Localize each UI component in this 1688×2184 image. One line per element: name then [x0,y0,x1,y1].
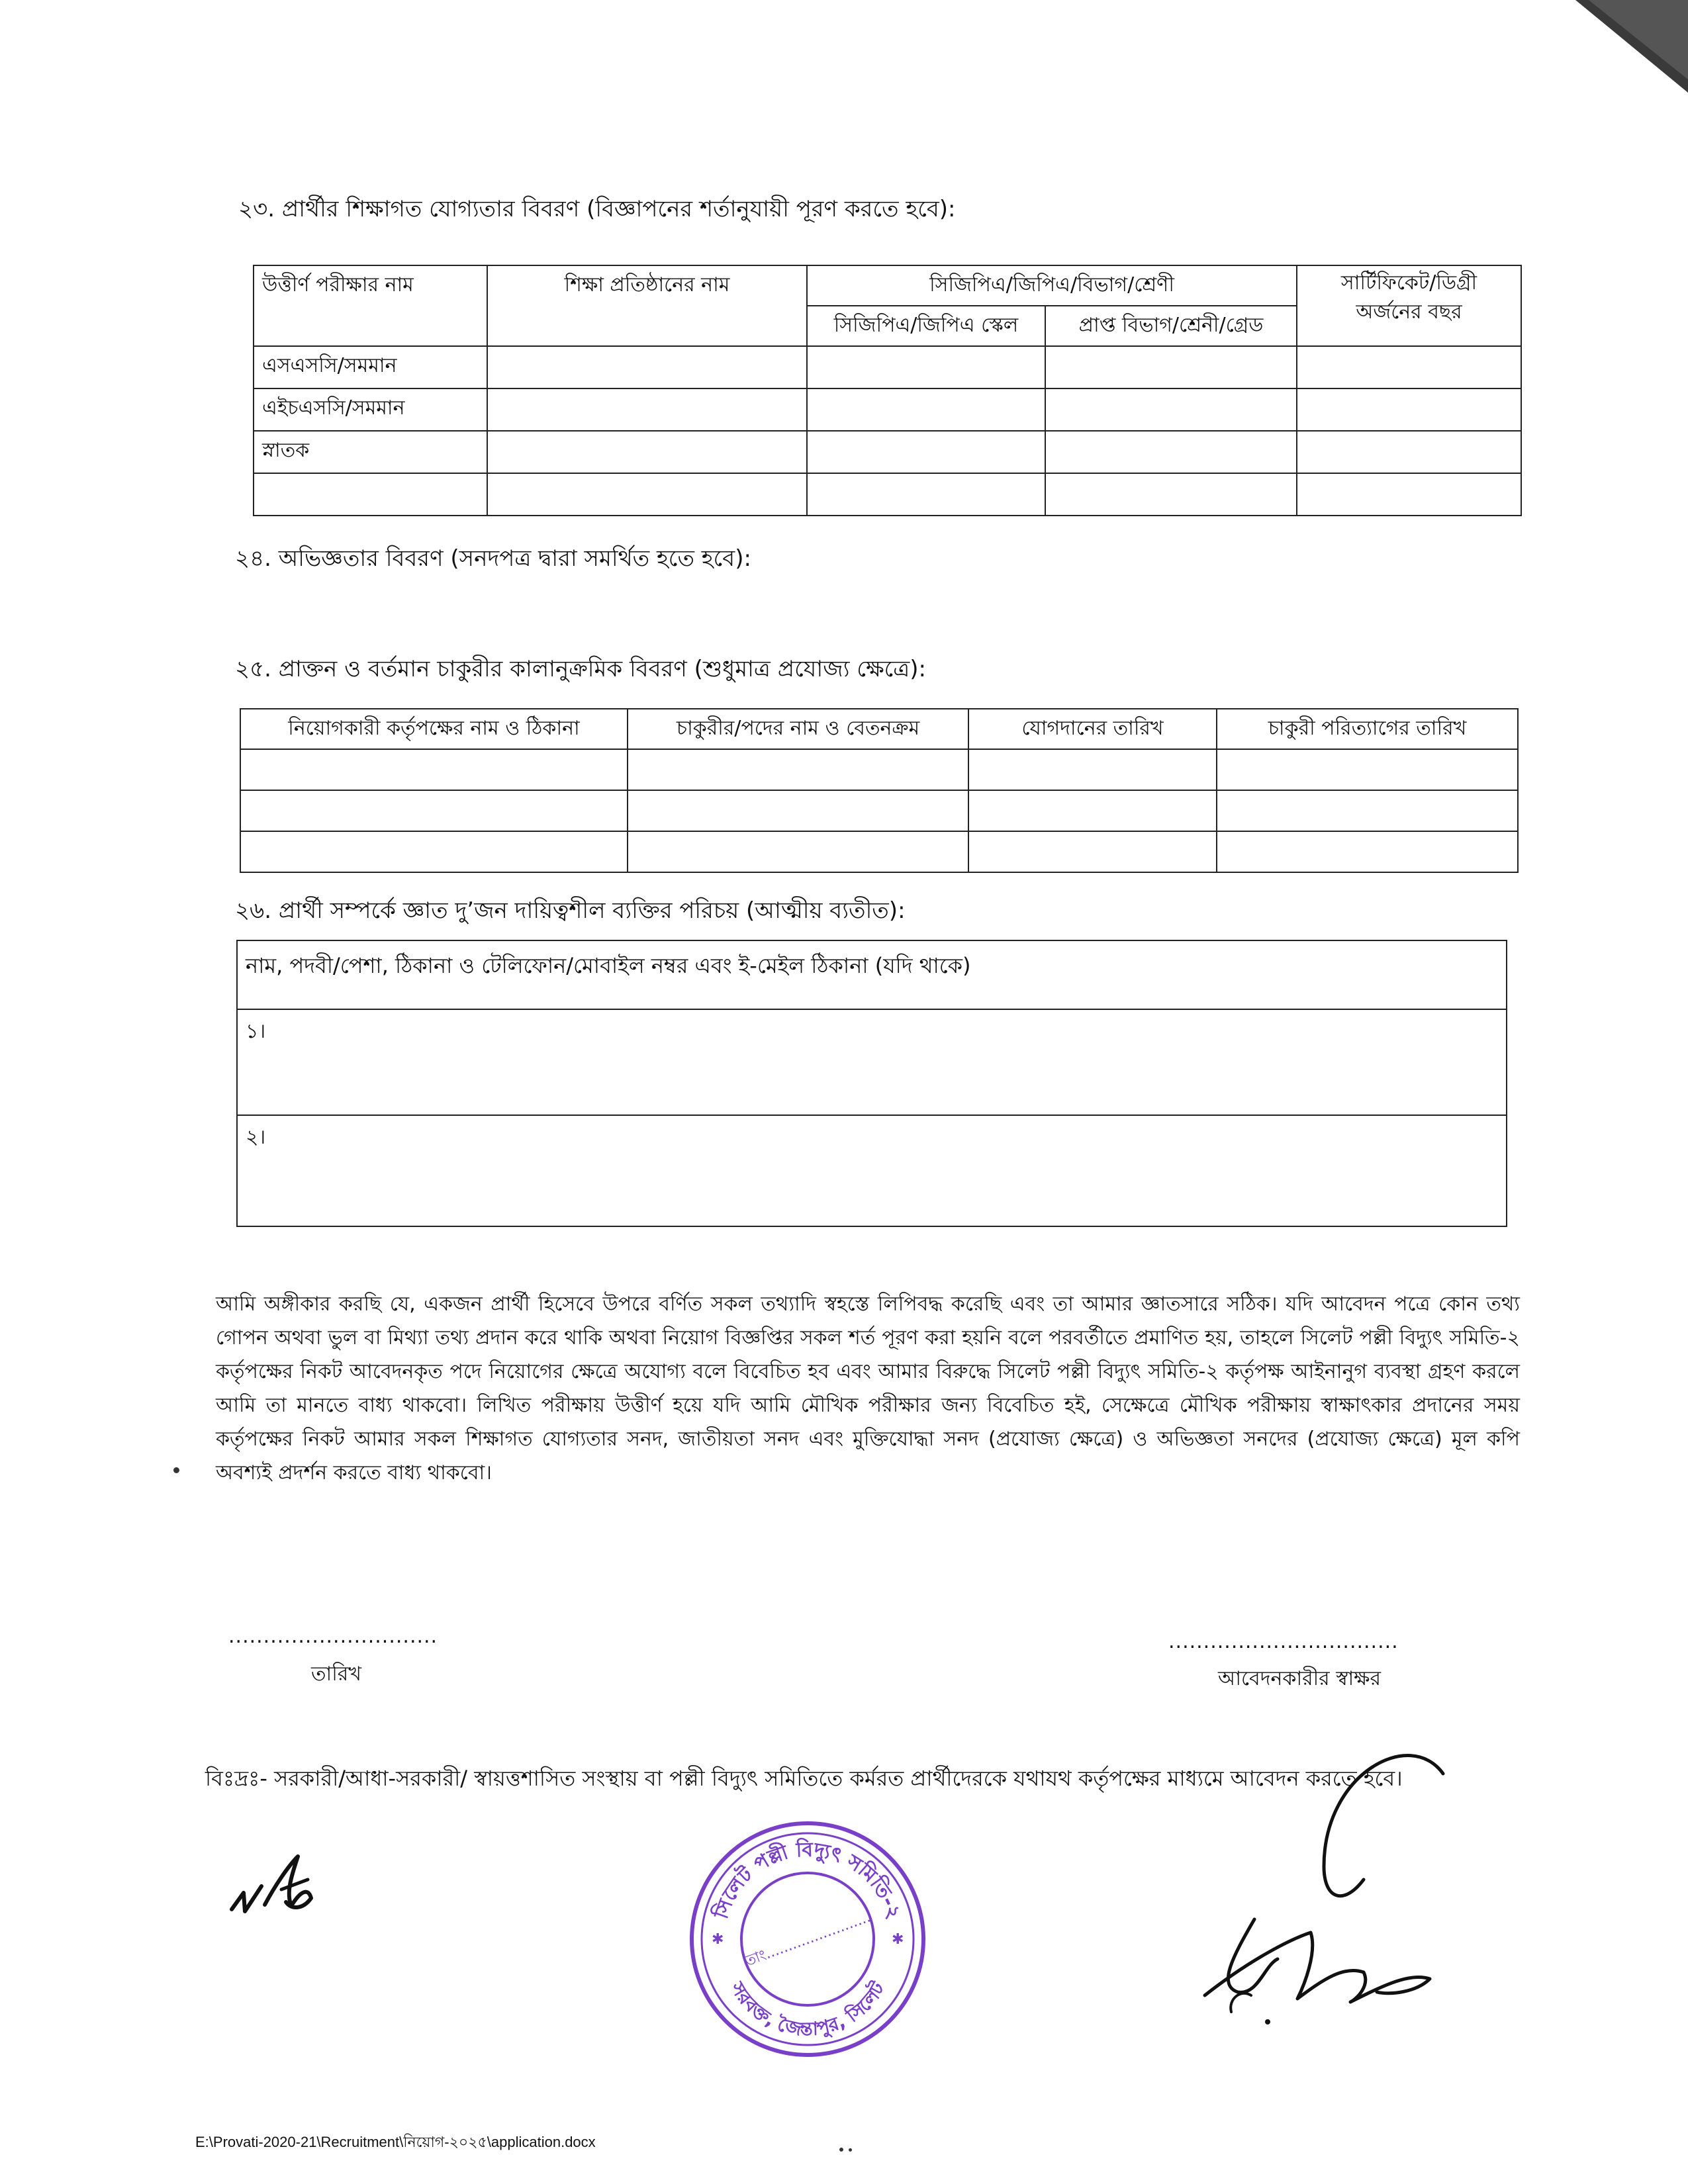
section-23-heading: ২৩. প্রার্থীর শিক্ষাগত যোগ্যতার বিবরণ (বিজ্ঞাপনের শর্তানুযায়ী পূরণ করতে হবে): [238,196,956,222]
table-cell[interactable] [968,790,1217,831]
date-line: .............................. [228,1625,438,1648]
table-cell[interactable] [240,790,628,831]
date-label: তারিখ [311,1662,361,1686]
table-cell[interactable] [1217,790,1518,831]
section-24-heading: ২৪. অভিজ্ঞতার বিবরণ (সনদপত্র দ্বারা সমর্থিত হতে হবে): [235,545,751,572]
row-label-graduation: স্নাতক [254,431,487,473]
table-cell[interactable] [1045,431,1297,473]
table-cell[interactable] [1297,388,1521,431]
table-cell[interactable] [1045,473,1297,516]
table-cell[interactable] [968,749,1217,790]
stamp-center-text: তাং........................ [742,1909,873,1970]
table-cell[interactable] [1045,346,1297,388]
col-certificate-year: সার্টিফিকেট/ডিগ্রী অর্জনের বছর [1297,265,1521,346]
table-cell[interactable] [487,431,807,473]
table-row [254,431,1521,473]
row-label-blank[interactable] [254,473,487,516]
row-label-hsc: এইচএসসি/সমমান [254,388,487,431]
table-cell[interactable] [487,388,807,431]
col-gpa-scale: সিজিপিএ/জিপিএ স্কেল [807,306,1045,346]
table-cell[interactable] [240,831,628,872]
table-cell[interactable] [628,831,968,872]
reference-2[interactable]: ২। [237,1115,1507,1226]
initials-signature [225,1846,331,1926]
references-header: নাম, পদবী/পেশা, ঠিকানা ও টেলিফোন/মোবাইল নম্বর এবং ই-মেইল ঠিকানা (যদি থাকে) [237,940,1507,1009]
table-cell[interactable] [487,346,807,388]
stamp-star-icon: ✱ [892,1931,904,1948]
col-grade: প্রাপ্ত বিভাগ/শ্রেনী/গ্রেড [1045,306,1297,346]
signature-line: ................................. [1168,1630,1399,1653]
table-row [240,790,1518,831]
table-cell[interactable] [968,831,1217,872]
table-cell[interactable] [1297,431,1521,473]
col-leave-date: চাকুরী পরিত্যাগের তারিখ [1217,709,1518,749]
row-label-ssc: এসএসসি/সমমান [254,346,487,388]
col-employer: নিয়োগকারী কর্তৃপক্ষের নাম ও ঠিকানা [240,709,628,749]
table-cell[interactable] [1297,346,1521,388]
footer-file-path: E:\Provati-2020-21\Recruitment\নিয়োগ-২০২৫\application.docx [195,2134,596,2150]
table-cell[interactable] [807,346,1045,388]
scan-speck [839,2148,843,2152]
table-cell[interactable] [807,431,1045,473]
table-cell[interactable] [628,790,968,831]
signature-label: আবেদনকারীর স্বাক্ষর [1218,1667,1381,1690]
stamp-star-icon: ✱ [712,1931,724,1948]
col-post: চাকুরীর/পদের নাম ও বেতনক্রম [628,709,968,749]
scan-speck [849,2148,852,2152]
table-row [237,1115,1507,1226]
svg-text:সরবক্ত, জৈন্তাপুর, সিলেট [726,1977,889,2040]
table-cell[interactable] [807,473,1045,516]
reference-1[interactable]: ১। [237,1009,1507,1115]
declaration-paragraph: আমি অঙ্গীকার করছি যে, একজন প্রার্থী হিসেবে উপরে বর্ণিত সকল তথ্যাদি স্বহস্তে লিপিবদ্ধ করেছি এবং তা আমার জ্ঞাতসারে সঠিক। যদি আবেদন পত্রে কোন তথ্য গোপন অথবা ভুল বা মিথ্যা তথ্য প্রদান করে থাকি অথবা নিয়োগ বিজ্ঞপ্তির সকল শর্ত পূরণ করা হয়নি বলে পরবর্তীতে প্রমাণিত হয়, তাহলে সিলেট পল্লী বিদ্যুৎ সমিতি-২ কর্তৃপক্ষের নিকট আবেদনকৃত পদে নিয়োগের ক্ষেত্রে অযোগ্য বলে বিবেচিত হব এবং আমার বিরুদ্ধে সিলেট পল্লী বিদ্যুৎ সমিতি-২ কর্তৃপক্ষ আইনানুগ ব্যবস্থা গ্রহণ করলে আমি তা মানতে বাধ্য থাকবো। লিখিত পরীক্ষায় উত্তীর্ণ হয়ে যদি আমি মৌখিক পরীক্ষার জন্য বিবেচিত হই, সেক্ষেত্রে মৌখিক পরীক্ষায় স্বাক্ষাৎকার প্রদানের সময় কর্তৃপক্ষের নিকট আমার সকল শিক্ষাগত যোগ্যতার সনদ, জাতীয়তা সনদ এবং মুক্তিযোদ্ধা সনদ (প্রযোজ্য ক্ষেত্রে) ও অভিজ্ঞতা সনদের (প্রযোজ্য ক্ষেত্রে) মূল কপি অবশ্যই প্রদর্শন করতে বাধ্য থাকবো। [216,1293,1520,1484]
table-row [237,1009,1507,1115]
table-row [254,473,1521,516]
table-cell[interactable] [1297,473,1521,516]
table-cell[interactable] [807,388,1045,431]
section-26-heading: ২৬. প্রার্থী সম্পর্কে জ্ঞাত দু’জন দায়িত্বশীল ব্যক্তির পরিচয় (আত্মীয় ব্যতীত): [235,897,906,924]
official-round-stamp [685,1817,930,2062]
table-row [254,346,1521,388]
stamp-top-text: সিলেট পল্লী বিদ্যুৎ সমিতি-২ [710,1838,906,1922]
svg-text:সিলেট পল্লী বিদ্যুৎ সমিতি-২ [708,1837,906,1923]
table-row [240,831,1518,872]
education-table [253,265,1522,516]
table-cell[interactable] [628,749,968,790]
authority-signature [1192,1734,1470,2052]
references-table [236,940,1507,1227]
section-25-heading: ২৫. প্রাক্তন ও বর্তমান চাকুরীর কালানুক্রমিক বিবরণ (শুধুমাত্র প্রযোজ্য ক্ষেত্রে): [235,656,926,682]
table-cell[interactable] [1217,749,1518,790]
table-cell[interactable] [240,749,628,790]
scan-corner-shadow [1575,0,1688,93]
col-exam-name: উত্তীর্ণ পরীক্ষার নাম [254,265,487,346]
col-join-date: যোগদানের তারিখ [968,709,1217,749]
col-gpa-group: সিজিপিএ/জিপিএ/বিভাগ/শ্রেণী [807,265,1297,306]
table-cell[interactable] [1045,388,1297,431]
table-cell[interactable] [1217,831,1518,872]
table-cell[interactable] [487,473,807,516]
table-row [254,388,1521,431]
employment-table [240,708,1519,873]
note-text: বিঃদ্রঃ- সরকারী/আধা-সরকারী/ স্বায়ত্তশাসিত সংস্থায় বা পল্লী বিদ্যুৎ সমিতিতে কর্মরত প্রার্থীদেরকে যথাযথ কর্তৃপক্ষের মাধ্যমে আবেদন করতে হবে। [205,1766,1403,1791]
col-institution-name: শিক্ষা প্রতিষ্ঠানের নাম [487,265,807,346]
table-row [240,749,1518,790]
scan-speck [173,1467,179,1473]
stamp-bottom-text: সরবক্ত, জৈন্তাপুর, সিলেট [726,1978,889,2040]
